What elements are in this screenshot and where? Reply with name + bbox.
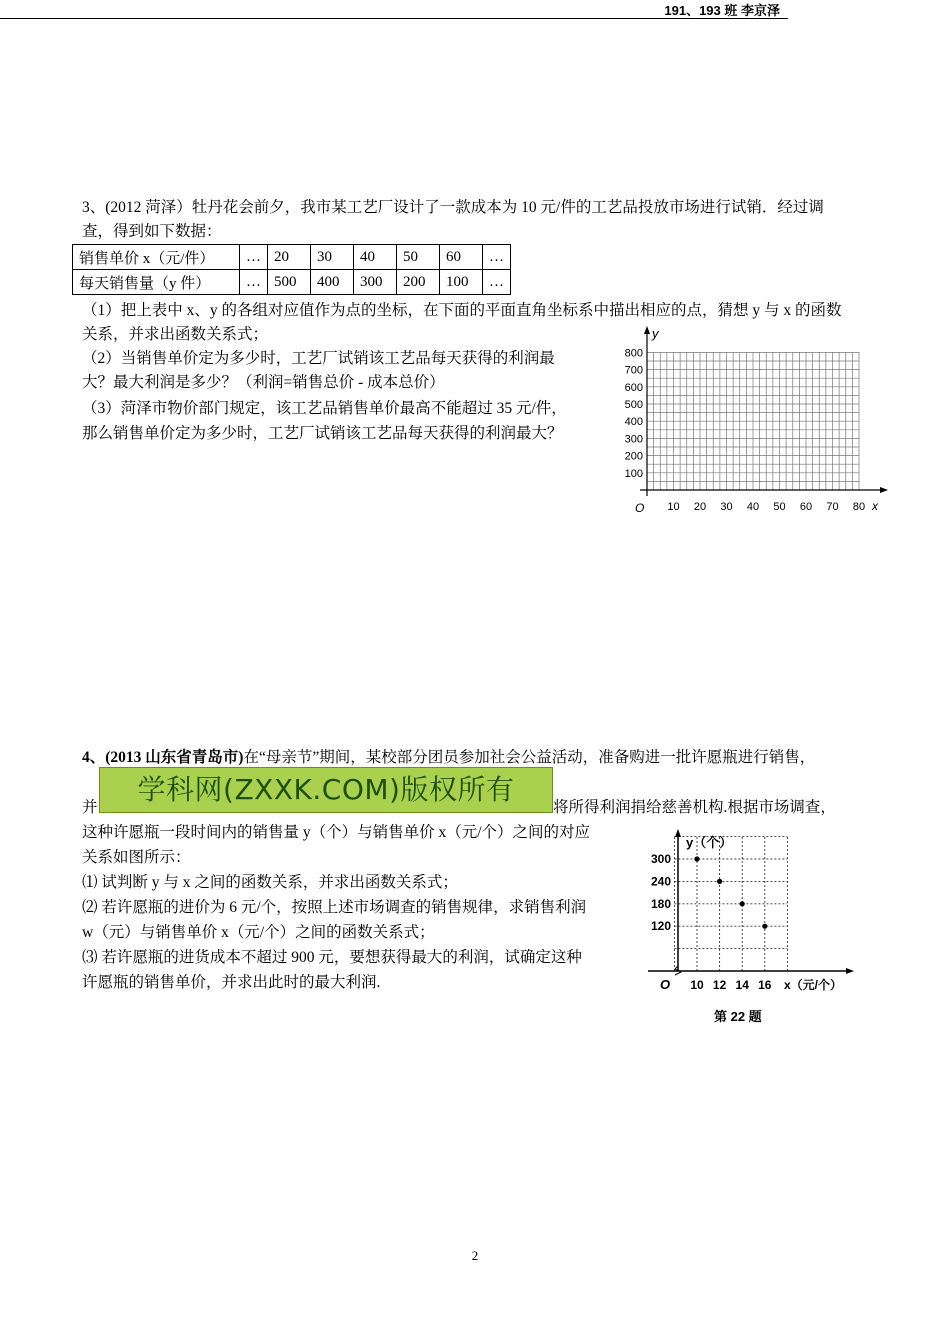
p3-line1: 3、(2012 菏泽）牡丹花会前夕，我市某工艺厂设计了一款成本为 10 元/件的工艺品投放市场进行试销．经过调 <box>82 199 824 216</box>
y-tick-label: 500 <box>624 399 643 411</box>
y-axis-arrow <box>644 326 650 334</box>
y-tick-label: 700 <box>624 364 643 377</box>
p3-q3-line2: 那么销售单价定为多少时，工艺厂试销该工艺品每天获得的利润最大？ <box>82 425 563 442</box>
p4-q3-line2: 许愿瓶的销售单价，并求出此时的最大利润. <box>82 974 381 991</box>
x-cell: 50 <box>397 245 440 270</box>
origin-label: O <box>660 977 671 992</box>
x-axis-arrow <box>846 968 854 974</box>
coordinate-grid-figure <box>610 322 890 518</box>
y-tick-labels <box>651 852 671 933</box>
ellipsis-cell: … <box>483 245 511 270</box>
p3-q2-line1: （2）当销售单价定为多少时，工艺厂试销该工艺品每天获得的利润最 <box>82 350 555 367</box>
page-header <box>0 0 788 19</box>
x-cell: 40 <box>354 245 397 270</box>
y-tick-label: 120 <box>650 919 671 934</box>
x-tick-label: 80 <box>852 501 866 513</box>
watermark-banner: 学科网(ZXXK.COM)版权所有 <box>99 767 553 813</box>
y-axis-label: y（个） <box>686 835 733 850</box>
p4-line2-start: 并 <box>82 799 98 816</box>
y-tick-label: 400 <box>624 416 643 429</box>
p4-q2-line2: w（元）与销售单价 x（元/个）之间的函数关系式； <box>82 924 435 941</box>
p4-line3: 这种许愿瓶一段时间内的销售量 y（个）与销售单价 x（元/个）之间的对应 <box>82 824 591 841</box>
x-tick-label: 30 <box>720 501 733 513</box>
x-tick-label: 10 <box>690 978 704 992</box>
data-point <box>762 924 767 929</box>
p3-q3-line1: （3）菏泽市物价部门规定，该工艺品销售单价最高不能超过 35 元/件， <box>82 400 567 417</box>
origin-label: O <box>635 501 645 515</box>
p4-source: 4、(2013 山东省青岛市) <box>82 749 244 766</box>
p4-line4: 关系如图所示： <box>82 849 191 866</box>
ellipsis-cell: … <box>483 270 511 295</box>
row2-label: 每天销售量（y 件） <box>73 270 240 295</box>
y-axis-arrow <box>675 829 681 837</box>
x-axis-label: x（元/个） <box>784 978 843 992</box>
p4-line2-rest: 将所得利润捐给慈善机构.根据市场调查， <box>553 799 836 816</box>
y-tick-label: 600 <box>624 381 643 394</box>
x-tick-label: 40 <box>746 501 760 513</box>
data-table <box>72 244 511 295</box>
x-tick-label: 20 <box>693 501 707 513</box>
y-tick-label: 300 <box>650 852 671 866</box>
data-point <box>694 856 699 861</box>
p3-line2: 查，得到如下数据： <box>82 223 222 240</box>
dashed-grid <box>674 837 787 971</box>
x-tick-label: 50 <box>773 501 786 513</box>
x-tick-label: 16 <box>758 978 772 992</box>
header-text: 191、193 班 李京泽 <box>664 3 780 18</box>
ellipsis-cell: … <box>240 270 268 295</box>
data-points <box>694 856 767 928</box>
x-tick-label: 60 <box>799 501 813 513</box>
figure-caption: 第 22 题 <box>714 1009 762 1024</box>
x-cell: 30 <box>311 245 354 270</box>
table-row <box>73 270 511 295</box>
x-tick-label: 12 <box>712 978 727 992</box>
x-cell: 60 <box>440 245 483 270</box>
y-tick-label: 240 <box>650 874 671 889</box>
x-cell: 20 <box>268 245 311 270</box>
data-point <box>740 901 745 906</box>
p4-line1-text: 在“母亲节”期间，某校部分团员参加社会公益活动，准备购进一批许愿瓶进行销售， <box>243 749 816 766</box>
y-tick-label: 100 <box>624 467 643 480</box>
data-point <box>717 879 722 884</box>
p4-q2-line1: ⑵ 若许愿瓶的进价为 6 元/个，按照上述市场调查的销售规律，求销售利润 <box>82 899 587 916</box>
row1-label: 销售单价 x（元/件） <box>73 245 240 270</box>
y-cell: 400 <box>311 270 354 295</box>
y-tick-label: 300 <box>624 433 643 446</box>
x-tick-labels <box>690 978 771 992</box>
y-cell: 200 <box>397 270 440 295</box>
p3-q2-line2: 大？最大利润是多少？（利润=销售总价 - 成本总价） <box>82 374 445 391</box>
y-tick-label: 200 <box>624 450 643 463</box>
y-cell: 300 <box>354 270 397 295</box>
p4-q1: ⑴ 试判断 y 与 x 之间的函数关系，并求出函数关系式； <box>82 874 458 891</box>
grid-lines <box>647 352 859 490</box>
y-tick-label: 180 <box>650 896 671 911</box>
p3-q1-line1: （1）把上表中 x、y 的各组对应值作为点的坐标，在下面的平面直角坐标系中描出相应的点，猜想 y 与 x 的函数 <box>82 302 842 319</box>
y-cell: 100 <box>440 270 483 295</box>
y-cell: 500 <box>268 270 311 295</box>
page-number: 2 <box>471 1248 479 1263</box>
y-tick-label: 800 <box>624 347 643 360</box>
x-axis-label: x <box>872 499 878 513</box>
p3-q1-line2: 关系，并求出函数关系式； <box>82 326 269 343</box>
y-tick-labels <box>625 347 643 479</box>
y-axis-label: y <box>652 326 659 341</box>
x-tick-label: 10 <box>667 501 680 513</box>
x-axis-arrow <box>880 487 888 493</box>
table-row <box>73 245 511 270</box>
x-tick-labels <box>667 501 865 513</box>
x-tick-label: 14 <box>735 978 749 992</box>
p4-q3-line1: ⑶ 若许愿瓶的进货成本不超过 900 元，要想获得最大的利润，试确定这种 <box>82 949 582 966</box>
x-tick-label: 70 <box>826 501 839 513</box>
ellipsis-cell: … <box>240 245 268 270</box>
scatter-figure <box>636 825 866 1035</box>
